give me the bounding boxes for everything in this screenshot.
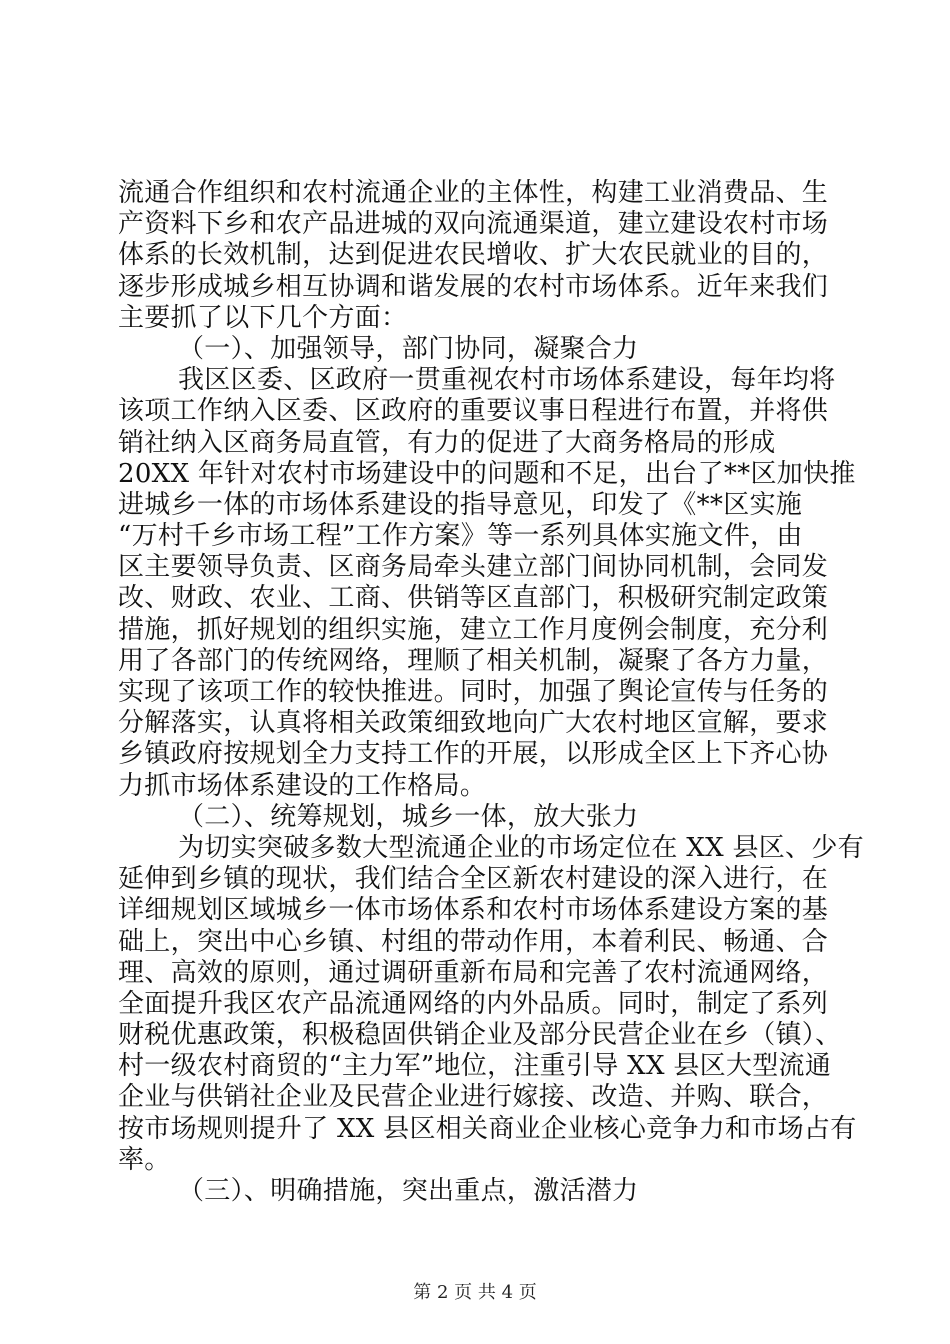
text-line: （二）、统筹规划，城乡一体，放大张力 — [178, 801, 639, 832]
document-body — [118, 178, 864, 1207]
text-line: 分解落实，认真将相关政策细致地向广大农村地区宣解，要求 — [118, 708, 829, 739]
text-line: “万村千乡市场工程”工作方案》等一系列具体实施文件，由 — [118, 521, 803, 552]
text-line: （一）、加强领导，部门协同，凝聚合力 — [178, 333, 639, 364]
text-line: 力抓市场体系建设的工作格局。 — [118, 770, 487, 801]
text-line: 该项工作纳入区委、区政府的重要议事日程进行布置，并将供 — [118, 396, 829, 427]
text-line: 理、高效的原则，通过调研重新布局和完善了农村流通网络， — [118, 957, 829, 988]
text-line: 主要抓了以下几个方面： — [118, 302, 408, 333]
text-line: 我区区委、区政府一贯重视农村市场体系建设，每年均将 — [178, 365, 836, 396]
text-line: 率。 — [118, 1144, 171, 1175]
text-line: 体系的长效机制，达到促进农民增收、扩大农民就业的目的， — [118, 240, 829, 271]
text-line: 详细规划区域城乡一体市场体系和农村市场体系建设方案的基 — [118, 895, 829, 926]
text-line: 企业与供销社企业及民营企业进行嫁接、改造、并购、联合， — [118, 1082, 829, 1113]
text-line: 销社纳入区商务局直管，有力的促进了大商务格局的形成 — [118, 427, 776, 458]
text-line: 为切实突破多数大型流通企业的市场定位在 XX 县区、少有 — [178, 832, 864, 863]
text-line: 用了各部门的传统网络，理顺了相关机制，凝聚了各方力量， — [118, 645, 829, 676]
text-line: 措施，抓好规划的组织实施，建立工作月度例会制度，充分利 — [118, 614, 829, 645]
text-line: 财税优惠政策，积极稳固供销企业及部分民营企业在乡（镇）、 — [118, 1020, 842, 1051]
text-line: 改、财政、农业、工商、供销等区直部门，积极研究制定政策 — [118, 583, 829, 614]
text-line: 实现了该项工作的较快推进。同时，加强了舆论宣传与任务的 — [118, 677, 829, 707]
text-line: 按市场规则提升了 XX 县区相关商业企业核心竞争力和市场占有 — [118, 1113, 857, 1144]
text-line: 进城乡一体的市场体系建设的指导意见，印发了《**区实施 — [118, 489, 803, 520]
text-line: 村一级农村商贸的“主力军”地位，注重引导 XX 县区大型流通 — [118, 1051, 832, 1082]
text-line: 20XX 年针对农村市场建设中的问题和不足，出台了**区加快推 — [118, 458, 856, 489]
text-line: 流通合作组织和农村流通企业的主体性，构建工业消费品、生 — [118, 178, 829, 208]
text-line: 产资料下乡和农产品进城的双向流通渠道，建立建设农村市场 — [118, 209, 829, 240]
text-line: 乡镇政府按规划全力支持工作的开展，以形成全区上下齐心协 — [118, 739, 829, 770]
text-line: 础上，突出中心乡镇、村组的带动作用，本着利民、畅通、合 — [118, 926, 829, 957]
text-line: 区主要领导负责、区商务局牵头建立部门间协同机制，会同发 — [118, 552, 829, 583]
text-line: 延伸到乡镇的现状，我们结合全区新农村建设的深入进行，在 — [118, 864, 829, 895]
text-line: 逐步形成城乡相互协调和谐发展的农村市场体系。近年来我们 — [118, 271, 829, 302]
page-footer: 第 2 页 共 4 页 — [413, 1282, 537, 1303]
text-line: 全面提升我区农产品流通网络的内外品质。同时，制定了系列 — [118, 988, 829, 1019]
text-line: （三）、明确措施，突出重点，激活潜力 — [178, 1176, 639, 1206]
